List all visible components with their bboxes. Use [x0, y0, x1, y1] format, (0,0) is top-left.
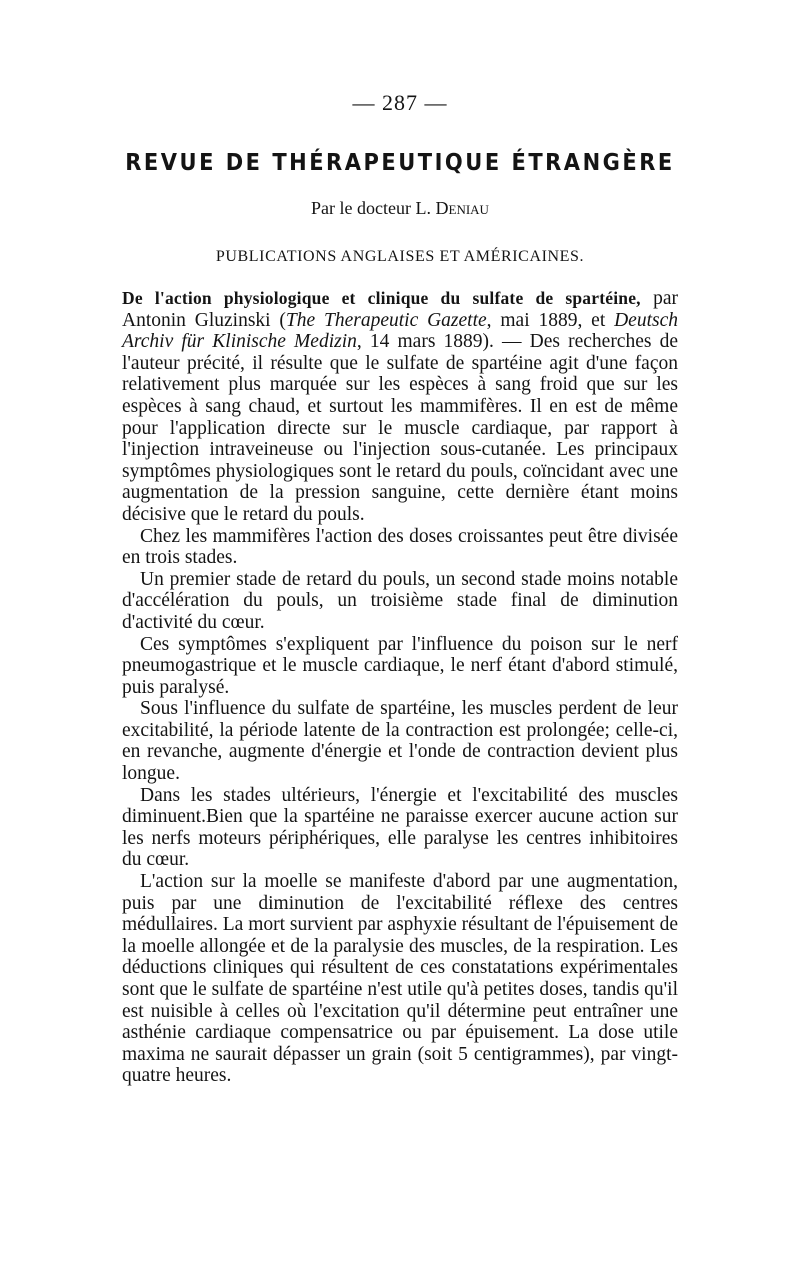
- byline: [0, 198, 800, 219]
- page-title: REVUE DE THÉRAPEUTIQUE ÉTRANGÈRE: [125, 148, 675, 176]
- section-heading: PUBLICATIONS ANGLAISES ET AMÉRICAINES.: [215, 248, 585, 265]
- paragraph: Chez les mammifères l'action des doses croissantes peut être divisée en trois stades.: [122, 525, 678, 569]
- byline-prefix: Par le docteur L.: [311, 198, 436, 218]
- citation-mid: , mai 1889, et: [486, 309, 615, 331]
- article-heading: De l'action physiologique et clinique du sulfate de spartéine,: [122, 288, 641, 308]
- paragraph: Sous l'influence du sulfate de spartéine, les muscles perdent de leur excitabilité, la période latente de la contraction est prolongée; celle-ci, en revanche, augmente d'énergie et l'onde de contraction devient plus longue.: [122, 698, 678, 785]
- journal-title-2: Deutsch Archiv für Klinische Medizin: [122, 309, 678, 353]
- paragraph: L'action sur la moelle se manifeste d'abord par une augmentation, puis par une diminution de l'excitabilité réflexe des centres médullaires. La mort survient par asphyxie résultant de l'épuisement de la moelle allongée et de la paralysie des muscles, de la respiration. Les déductions cliniques qui résultent de ces constatations expérimentales sont que le sulfate de spartéine n'est utile qu'à petites doses, tandis qu'il est nuisible à celles où l'excitation qu'il détermine peut entraîner une asthénie cardiaque compensatrice ou par épuisement. La dose utile maxima ne saurait dépasser un grain (soit 5 centigrammes), par vingt-quatre heures.: [122, 871, 678, 1087]
- citation-prefix: par Antonin Gluzinski (: [122, 288, 678, 331]
- article-first-paragraph: [122, 288, 678, 526]
- paragraph: Dans les stades ultérieurs, l'énergie et l'excitabilité des muscles diminuent.Bien que la spartéine ne paraisse exercer aucune action sur les nerfs moteurs périphériques, elle paralyse les centres inhibitoires du cœur.: [122, 784, 678, 871]
- page-number: — 287 —: [352, 90, 448, 115]
- journal-title-1: The Therapeutic Gazette: [285, 309, 487, 331]
- paragraph: Un premier stade de retard du pouls, un second stade moins notable d'accélération du pouls, un troisième stade final de diminution d'activité du cœur.: [122, 568, 678, 633]
- paragraph: Ces symptômes s'expliquent par l'influence du poison sur le nerf pneumogastrique et le muscle cardiaque, le nerf étant d'abord stimulé, puis paralysé.: [122, 633, 678, 698]
- author-name: Deniau: [435, 198, 489, 218]
- citation-suffix: , 14 mars 1889). — Des recherches de l'auteur précité, il résulte que le sulfate de spartéine agit d'une façon relativement plus marquée sur les espèces à sang froid que sur les espèces à sang chaud, et surtout les mammifères. Il en est de même pour l'application directe sur le muscle cardiaque, par rapport à l'injection intraveineuse ou l'injection sous-cutanée. Les principaux symptômes physiologiques sont le retard du pouls, coïncidant avec une augmentation de la pression sanguine, cette dernière étant moins décisive que le retard du pouls.: [122, 331, 678, 525]
- article-body: [122, 288, 678, 1087]
